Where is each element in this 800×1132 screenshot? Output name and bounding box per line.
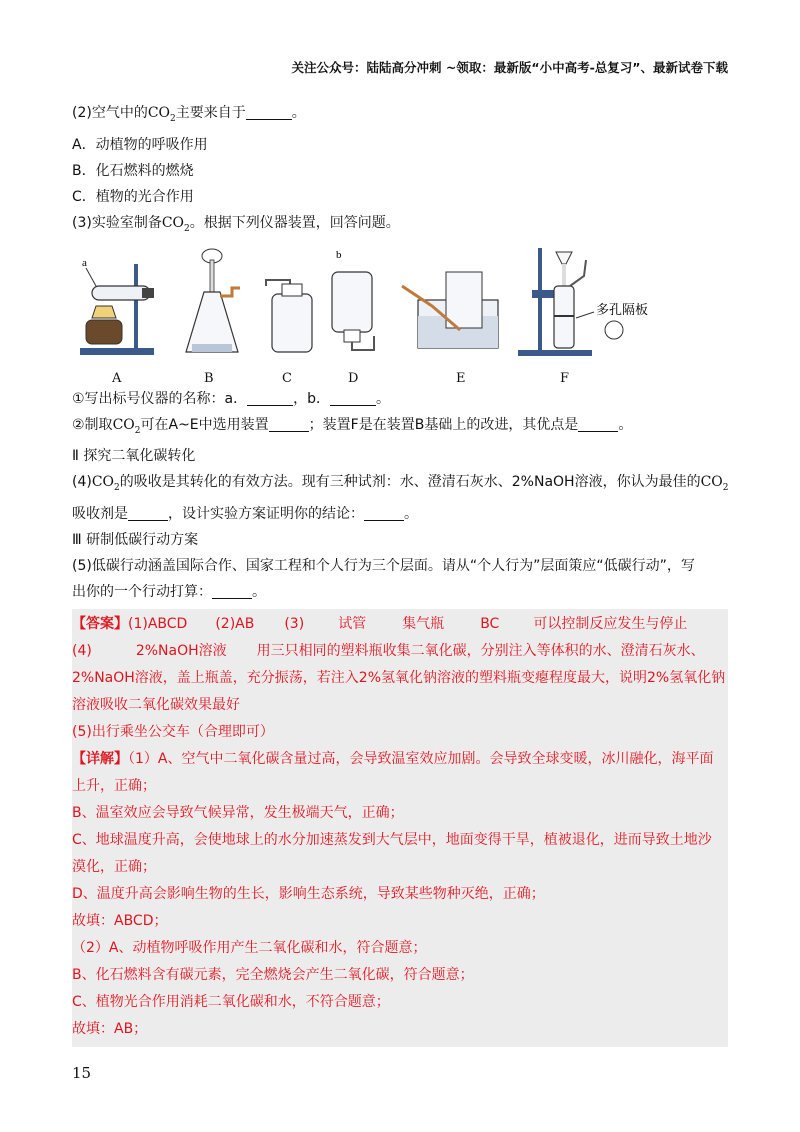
apparatus-d-icon xyxy=(326,246,396,364)
answer-blank xyxy=(212,582,252,599)
document-body xyxy=(72,100,728,1047)
detail-line: C、植物光合作用消耗二氧化碳和水，不符合题意； xyxy=(72,994,390,1011)
answer-blank xyxy=(246,103,292,120)
answer-blank xyxy=(364,504,404,521)
detail-line: B、化石燃料含有碳元素，完全燃烧会产生二氧化碳，符合题意； xyxy=(72,967,474,984)
apparatus-c-icon xyxy=(254,246,324,364)
detail-line: 故填：ABCD； xyxy=(72,913,168,930)
answer-line-2: (4) 2%NaOH溶液 用三只相同的塑料瓶收集二氧化碳，分别注入等体积的水、澄清石灰水、 xyxy=(72,643,705,660)
question-4-line2: 吸收剂是 ，设计实验方案证明你的结论： 。 xyxy=(72,506,418,523)
detail-line-1: 【详解】（1）A、空气中二氧化碳含量过高，会导致温室效应加剧。会导致全球变暖，冰川融化，海平面 xyxy=(72,751,714,768)
page-number: 15 xyxy=(72,1064,92,1082)
co2-formula: $CO_2$ xyxy=(112,416,141,436)
answer-blank xyxy=(330,389,376,406)
detail-line: 漠化，正确； xyxy=(72,859,156,876)
answer-blank xyxy=(128,504,168,521)
page-header: 关注公众号：陆陆高分冲刺 ~领取：最新版“小中高考-总复习”、最新试卷下载 xyxy=(291,60,728,75)
apparatus-a-icon xyxy=(72,246,172,364)
co2-formula: $CO_2$ xyxy=(91,474,120,494)
plate-label: 多孔隔板 xyxy=(596,302,649,318)
detail-line: C、地球温度升高，会使地球上的水分加速蒸发到大气层中，地面变得干旱，植被退化，进而导致土地沙 xyxy=(72,832,712,849)
detail-line: D、温度升高会影响生物的生长，影响生态系统，导致某些物种灭绝，正确； xyxy=(72,886,545,903)
apparatus-figure xyxy=(72,246,728,386)
option-b: B．化石燃料的燃烧 xyxy=(72,162,194,179)
fig-label-f: F xyxy=(560,370,570,386)
option-c: C．植物的光合作用 xyxy=(72,188,194,205)
answer-line-5: (5)出行乘坐公交车（合理即可） xyxy=(72,724,274,741)
answer-blank xyxy=(269,415,309,432)
co2-formula: $CO_2$ xyxy=(700,474,729,494)
answer-line-3: 2%NaOH溶液，盖上瓶盖，充分振荡，若注入2%氢氧化钠溶液的塑料瓶变瘪程度最大，说明2%氢氧化钠 xyxy=(72,670,726,687)
section-2-heading: Ⅱ 探究二氧化碳转化 xyxy=(72,448,196,465)
co2-formula: $CO_2$ xyxy=(161,214,190,234)
detail-tag: 【详解】 xyxy=(72,751,128,768)
fig-label-a: A xyxy=(112,370,122,386)
fig-label-c: C xyxy=(282,370,292,386)
detail-line: B、温室效应会导致气候异常，发生极端天气，正确； xyxy=(72,805,404,822)
question-3-sub1: ①写出标号仪器的名称：a． ，b． 。 xyxy=(72,390,391,407)
answer-tag: 【答案】 xyxy=(72,616,128,633)
answer-line-1: 【答案】(1)ABCD (2)AB (3) 试管 集气瓶 BC 可以控制反应发生与停止 xyxy=(72,616,688,633)
question-5: (5)低碳行动涵盖国际合作、国家工程和个人行为三个层面。请从“个人行为”层面策应“低碳行动”，写 xyxy=(72,558,695,575)
section-3-heading: Ⅲ 研制低碳行动方案 xyxy=(72,532,199,549)
apparatus-b-icon xyxy=(182,246,252,364)
answer-blank xyxy=(578,415,618,432)
fig-label-e: E xyxy=(456,370,466,386)
answer-blank xyxy=(247,389,293,406)
fig-label-d: D xyxy=(348,370,359,386)
detail-line: 上升，正确； xyxy=(72,778,156,795)
answer-line-4: 溶液吸收二氧化碳效果最好 xyxy=(72,697,240,714)
apparatus-e-icon xyxy=(398,246,508,364)
question-4: $(4)CO_2$的吸收是其转化的有效方法。现有三种试剂：水、澄清石灰水、2%NaOH溶液，你认为最佳的$CO_2$ xyxy=(72,474,729,494)
tag-a: a xyxy=(82,256,87,269)
detail-line: （2）A、动植物呼吸作用产生二氧化碳和水，符合题意； xyxy=(72,940,427,957)
question-5-line2: 出你的一个行动打算： 。 xyxy=(72,584,266,601)
question-3: (3)实验室制备$CO_2$。根据下列仪器装置，回答问题。 xyxy=(72,214,400,234)
fig-label-b: B xyxy=(204,370,214,386)
co2-formula: $CO_2$ xyxy=(147,105,176,124)
detail-line: 故填：AB； xyxy=(72,1021,148,1038)
question-3-sub2: ②制取$CO_2$可在A~E中选用装置 ；装置F是在装置B基础上的改进，其优点是 。 xyxy=(72,416,633,436)
tag-b: b xyxy=(336,248,342,261)
apparatus-f-icon xyxy=(512,246,652,364)
question-2: (2)空气中的$CO_2$主要来自于 。 xyxy=(72,105,306,124)
answer-section xyxy=(72,609,728,1047)
option-a: A．动植物的呼吸作用 xyxy=(72,136,208,153)
